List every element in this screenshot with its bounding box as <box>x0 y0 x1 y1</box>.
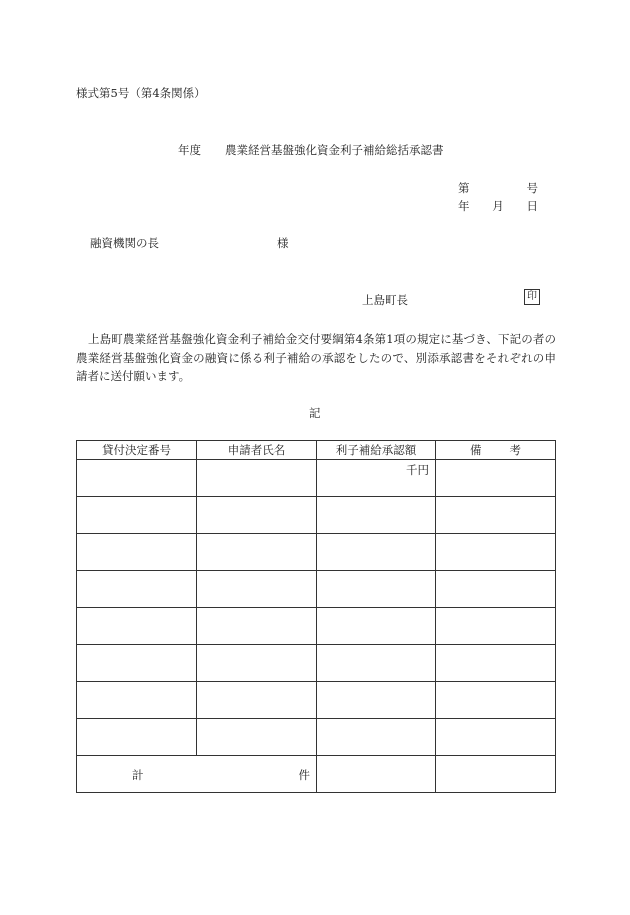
date-year: 年 <box>458 199 470 213</box>
count-unit: 件 <box>298 768 310 782</box>
applicant-name-cell <box>197 608 317 645</box>
table-row <box>77 460 556 497</box>
remarks-cell <box>436 682 556 719</box>
applicant-name-cell <box>197 682 317 719</box>
applicant-name-cell <box>197 460 317 497</box>
approved-amount-cell <box>317 645 436 682</box>
date-line <box>458 198 538 214</box>
document-title <box>178 142 444 158</box>
remarks-cell <box>436 534 556 571</box>
table-row <box>77 719 556 756</box>
subsidy-table <box>76 440 556 793</box>
loan-number-cell <box>77 497 197 534</box>
fiscal-year-label: 年度 <box>178 143 201 157</box>
remarks-cell <box>436 645 556 682</box>
header-loan-number: 貸付決定番号 <box>77 441 197 460</box>
record-heading: 記 <box>309 406 321 420</box>
remarks-cell <box>436 719 556 756</box>
applicant-name-cell <box>197 645 317 682</box>
applicant-name-cell <box>197 497 317 534</box>
approved-amount-cell <box>317 460 436 497</box>
approved-amount-cell <box>317 682 436 719</box>
remarks-cell <box>436 608 556 645</box>
number-suffix: 号 <box>526 181 538 195</box>
header-approved-amount: 利子補給承認額 <box>317 441 436 460</box>
remarks-cell <box>436 571 556 608</box>
issuer-name: 上島町長 <box>362 293 408 307</box>
approved-amount-cell <box>317 608 436 645</box>
body-paragraph: 上島町農業経営基盤強化資金利子補給金交付要綱第4条第1項の規定に基づき、下記の者の農業経営基盤強化資金の融資に係る利子補給の承認をしたので、別添承認書をそれぞれの申請者に送付願います。 <box>76 332 556 383</box>
table-row <box>77 571 556 608</box>
date-month: 月 <box>492 199 504 213</box>
total-label-cell <box>77 756 317 793</box>
table-row <box>77 608 556 645</box>
date-day: 日 <box>526 199 538 213</box>
loan-number-cell <box>77 571 197 608</box>
table-row <box>77 645 556 682</box>
loan-number-cell <box>77 719 197 756</box>
loan-number-cell <box>77 682 197 719</box>
applicant-name-cell <box>197 534 317 571</box>
applicant-name-cell <box>197 719 317 756</box>
approved-amount-cell <box>317 719 436 756</box>
table-row <box>77 682 556 719</box>
table-header-row <box>77 441 556 460</box>
remarks-cell <box>436 497 556 534</box>
form-number: 様式第5号（第4条関係） <box>76 86 206 100</box>
header-applicant-name: 申請者氏名 <box>197 441 317 460</box>
loan-number-cell <box>77 460 197 497</box>
approved-amount-cell <box>317 497 436 534</box>
loan-number-cell <box>77 608 197 645</box>
total-amount-cell <box>317 756 436 793</box>
header-remarks: 備 考 <box>436 441 556 460</box>
applicant-name-cell <box>197 571 317 608</box>
approved-amount-cell <box>317 571 436 608</box>
remarks-cell <box>436 460 556 497</box>
loan-number-cell <box>77 645 197 682</box>
approved-amount-cell <box>317 534 436 571</box>
amount-unit: 千円 <box>406 463 429 477</box>
seal-stamp: 印 <box>524 289 540 305</box>
table-row <box>77 534 556 571</box>
title-text: 農業経営基盤強化資金利子補給総括承認書 <box>225 143 444 157</box>
document-number-line <box>458 180 538 196</box>
loan-number-cell <box>77 534 197 571</box>
total-label: 計 <box>132 768 144 782</box>
number-prefix: 第 <box>458 181 470 195</box>
total-row <box>77 756 556 793</box>
addressee-label: 融資機関の長 <box>90 236 159 250</box>
total-remarks-cell <box>436 756 556 793</box>
table-row <box>77 497 556 534</box>
addressee-honorific: 様 <box>277 236 289 250</box>
